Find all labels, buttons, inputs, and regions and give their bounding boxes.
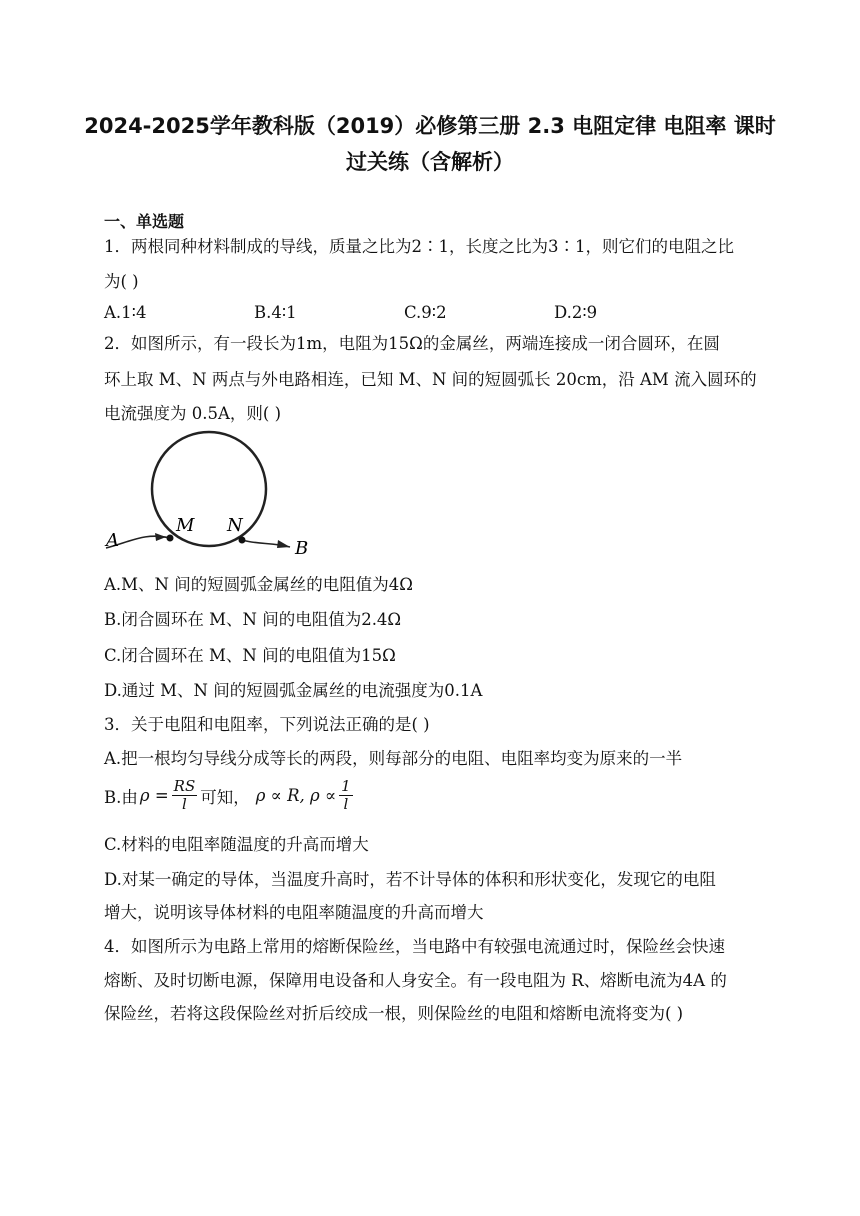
label-a: A: [106, 530, 119, 551]
section-heading: 一、单选题: [104, 212, 185, 231]
question-1-option-a: A.1∶4: [104, 303, 147, 322]
fraction-rs-over-l: [172, 778, 198, 813]
option-b-prefix: B.由: [104, 787, 138, 807]
question-1-option-c: C.9∶2: [404, 303, 447, 322]
document-title-line-2: 过关练（含解析）: [346, 150, 514, 174]
question-3-option-b: [104, 778, 356, 813]
fraction-numerator: 1: [341, 777, 351, 795]
question-1-line-1: 1．两根同种材料制成的导线，质量之比为2∶1，长度之比为3∶1，则它们的电阻之比: [104, 237, 734, 256]
proportionality-relations: ρ ∝ R, ρ ∝: [255, 786, 337, 805]
question-2-option-c: C.闭合圆环在 M、N 间的电阻值为15Ω: [104, 646, 396, 665]
question-3-option-c: C.材料的电阻率随温度的升高而增大: [104, 835, 369, 854]
metal-ring: [152, 432, 266, 546]
label-m: M: [176, 515, 195, 536]
question-1-option-b: B.4∶1: [254, 303, 297, 322]
question-3-line-1: 3．关于电阻和电阻率，下列说法正确的是( ): [104, 715, 430, 734]
question-3-option-d-line-1: D.对某一确定的导体，当温度升高时，若不计导体的体积和形状变化，发现它的电阻: [104, 870, 716, 889]
question-3-option-a: A.把一根均匀导线分成等长的两段，则每部分的电阻、电阻率均变为原来的一半: [104, 749, 683, 768]
question-1-line-2: 为( ): [104, 272, 139, 291]
rho-equals: ρ =: [139, 786, 169, 805]
label-b: B: [295, 538, 309, 559]
option-b-middle: 可知，: [200, 787, 250, 807]
question-2-option-d: D.通过 M、N 间的短圆弧金属丝的电流强度为0.1A: [104, 681, 483, 700]
question-2-option-a: A.M、N 间的短圆弧金属丝的电阻值为4Ω: [104, 575, 413, 594]
fraction-numerator: RS: [173, 777, 196, 795]
fraction-one-over-l: [339, 778, 353, 813]
outgoing-arrow: [277, 540, 290, 548]
question-2-line-3: 电流强度为 0.5A，则( ): [104, 404, 282, 423]
question-4-line-3: 保险丝，若将这段保险丝对折后绞成一根，则保险丝的电阻和熔断电流将变为( ): [104, 1004, 684, 1023]
incoming-arrow: [155, 533, 166, 541]
question-3-option-d-line-2: 增大，说明该导体材料的电阻率随温度的升高而增大: [104, 903, 484, 922]
label-n: N: [227, 515, 243, 536]
question-4-line-1: 4．如图所示为电路上常用的熔断保险丝，当电路中有较强电流通过时，保险丝会快速: [104, 937, 725, 956]
question-2-line-1: 2．如图所示，有一段长为1m，电阻为15Ω的金属丝，两端连接成一闭合圆环，在圆: [104, 334, 720, 353]
question-4-line-2: 熔断、及时切断电源，保障用电设备和人身安全。有一段电阻为 R、熔断电流为4A 的: [104, 971, 727, 990]
point-m-dot: [167, 535, 174, 542]
point-n-dot: [239, 537, 246, 544]
question-2-option-b: B.闭合圆环在 M、N 间的电阻值为2.4Ω: [104, 610, 402, 629]
question-2-line-2: 环上取 M、N 两点与外电路相连，已知 M、N 间的短圆弧长 20cm，沿 AM 流入圆环的: [104, 370, 757, 389]
fraction-denominator: l: [182, 795, 187, 813]
question-1-option-d: D.2∶9: [554, 303, 598, 322]
document-title-line-1: 2024-2025学年教科版（2019）必修第三册 2.3 电阻定律 电阻率 课时: [84, 114, 776, 138]
ring-circuit-figure: [100, 430, 330, 560]
fraction-denominator: l: [343, 795, 349, 813]
